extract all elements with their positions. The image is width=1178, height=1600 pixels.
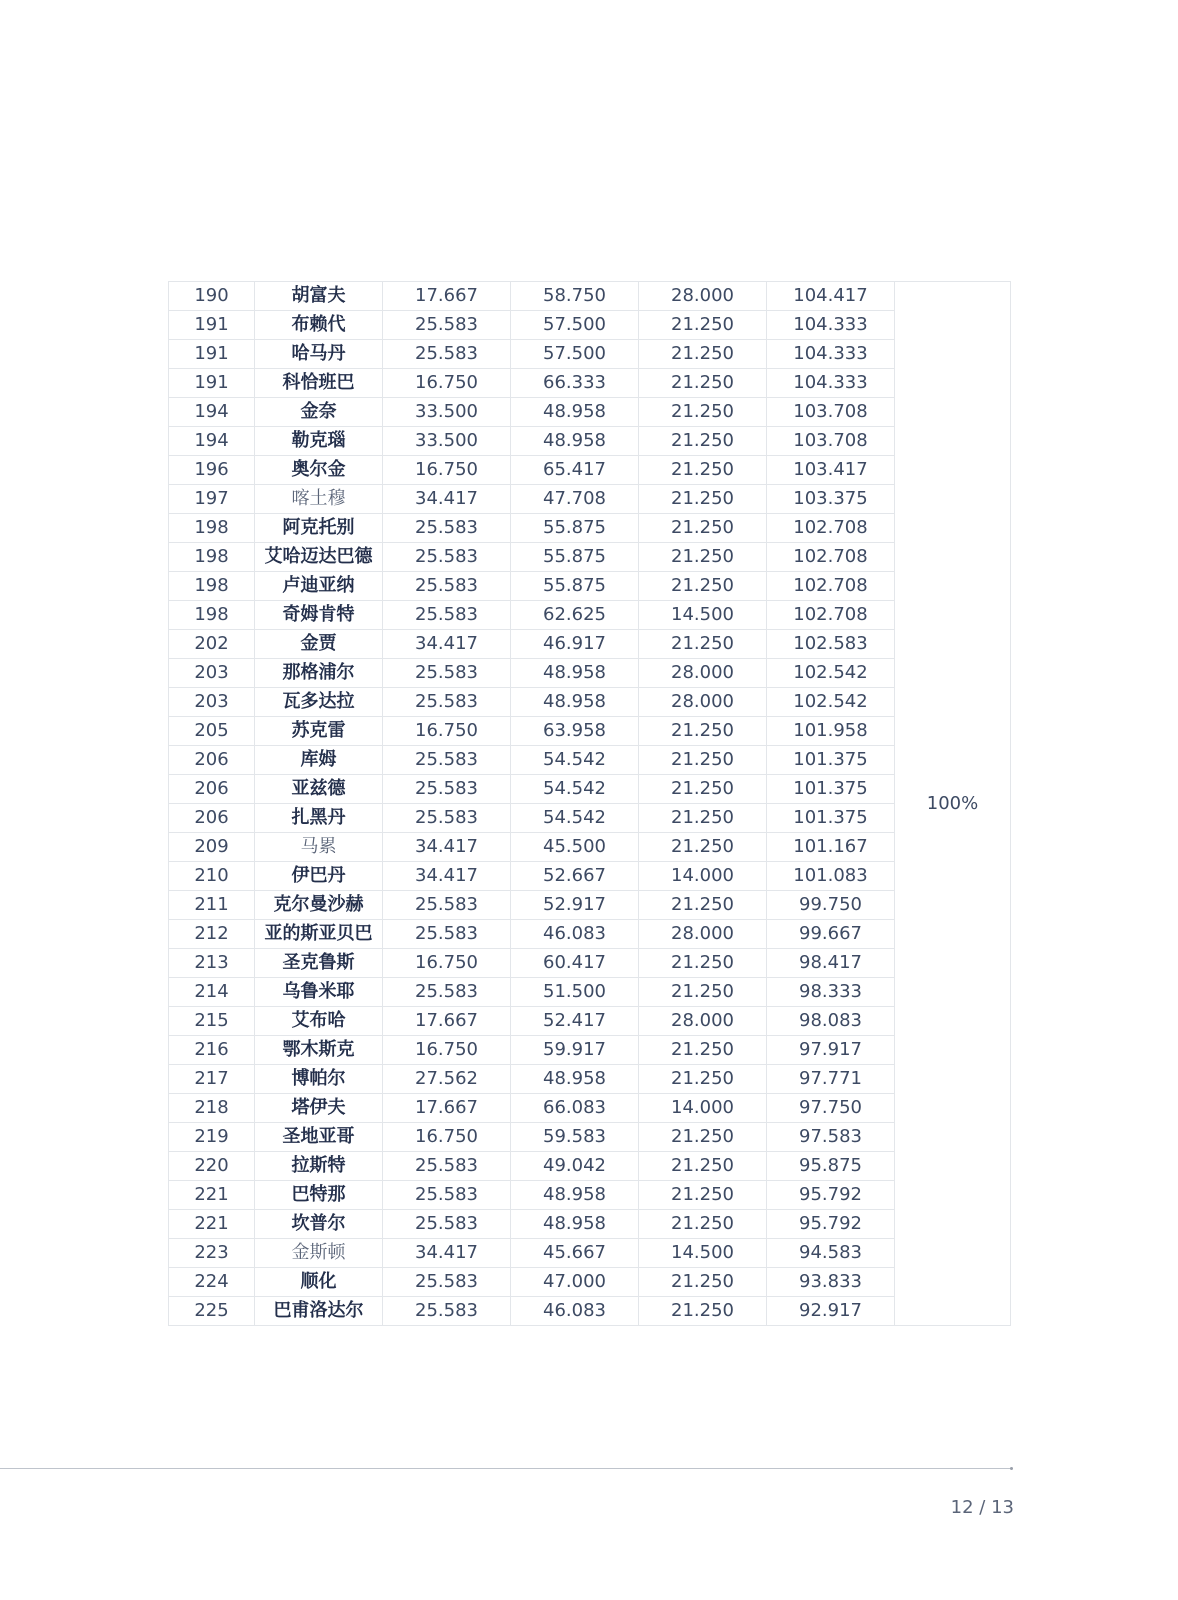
- city-name-cell: 勒克瑙: [255, 427, 383, 456]
- score-2-cell: 48.958: [511, 398, 639, 427]
- table-row: [169, 862, 1011, 891]
- score-2-cell: 46.083: [511, 920, 639, 949]
- score-1-cell: 33.500: [383, 427, 511, 456]
- score-2-cell: 55.875: [511, 514, 639, 543]
- city-name-cell: 金奈: [255, 398, 383, 427]
- city-name-cell: 圣地亚哥: [255, 1123, 383, 1152]
- score-2-cell: 48.958: [511, 1181, 639, 1210]
- city-name-cell: 奇姆肯特: [255, 601, 383, 630]
- table-row: [169, 456, 1011, 485]
- score-1-cell: 25.583: [383, 1181, 511, 1210]
- table-row: [169, 1007, 1011, 1036]
- score-3-cell: 21.250: [639, 311, 767, 340]
- table-row: [169, 601, 1011, 630]
- city-name-cell: 伊巴丹: [255, 862, 383, 891]
- score-2-cell: 55.875: [511, 543, 639, 572]
- total-score-cell: 103.417: [767, 456, 895, 485]
- score-1-cell: 34.417: [383, 630, 511, 659]
- score-3-cell: 21.250: [639, 572, 767, 601]
- city-name-cell: 奥尔金: [255, 456, 383, 485]
- score-3-cell: 28.000: [639, 920, 767, 949]
- rank-cell: 219: [169, 1123, 255, 1152]
- table-row: [169, 833, 1011, 862]
- score-2-cell: 66.333: [511, 369, 639, 398]
- score-1-cell: 17.667: [383, 282, 511, 311]
- score-2-cell: 48.958: [511, 659, 639, 688]
- score-2-cell: 52.667: [511, 862, 639, 891]
- rank-cell: 218: [169, 1094, 255, 1123]
- total-score-cell: 104.333: [767, 369, 895, 398]
- score-2-cell: 47.708: [511, 485, 639, 514]
- total-score-cell: 101.958: [767, 717, 895, 746]
- rank-cell: 210: [169, 862, 255, 891]
- total-score-cell: 99.750: [767, 891, 895, 920]
- score-2-cell: 58.750: [511, 282, 639, 311]
- city-name-cell: 喀土穆: [255, 485, 383, 514]
- total-score-cell: 95.875: [767, 1152, 895, 1181]
- table-row: [169, 630, 1011, 659]
- rank-cell: 198: [169, 572, 255, 601]
- table-row: [169, 311, 1011, 340]
- score-1-cell: 34.417: [383, 833, 511, 862]
- total-score-cell: 93.833: [767, 1268, 895, 1297]
- score-3-cell: 21.250: [639, 833, 767, 862]
- score-3-cell: 14.500: [639, 601, 767, 630]
- score-3-cell: 28.000: [639, 1007, 767, 1036]
- score-2-cell: 54.542: [511, 804, 639, 833]
- score-3-cell: 21.250: [639, 1123, 767, 1152]
- table-row: [169, 1094, 1011, 1123]
- rank-cell: 191: [169, 311, 255, 340]
- total-score-cell: 101.083: [767, 862, 895, 891]
- rank-cell: 223: [169, 1239, 255, 1268]
- total-score-cell: 104.417: [767, 282, 895, 311]
- city-name-cell: 金贾: [255, 630, 383, 659]
- score-3-cell: 21.250: [639, 514, 767, 543]
- rank-cell: 225: [169, 1297, 255, 1326]
- table-row: [169, 514, 1011, 543]
- city-name-cell: 圣克鲁斯: [255, 949, 383, 978]
- score-2-cell: 57.500: [511, 311, 639, 340]
- table-row: [169, 572, 1011, 601]
- table-row: [169, 659, 1011, 688]
- rank-cell: 202: [169, 630, 255, 659]
- city-name-cell: 亚兹德: [255, 775, 383, 804]
- score-2-cell: 46.083: [511, 1297, 639, 1326]
- score-2-cell: 60.417: [511, 949, 639, 978]
- total-score-cell: 92.917: [767, 1297, 895, 1326]
- rank-cell: 206: [169, 746, 255, 775]
- table-row: [169, 1152, 1011, 1181]
- table-row: [169, 920, 1011, 949]
- score-1-cell: 25.583: [383, 340, 511, 369]
- score-1-cell: 25.583: [383, 601, 511, 630]
- table-row: [169, 1065, 1011, 1094]
- score-1-cell: 25.583: [383, 659, 511, 688]
- rank-cell: 220: [169, 1152, 255, 1181]
- score-1-cell: 16.750: [383, 949, 511, 978]
- rank-cell: 214: [169, 978, 255, 1007]
- score-2-cell: 49.042: [511, 1152, 639, 1181]
- total-score-cell: 97.771: [767, 1065, 895, 1094]
- total-score-cell: 102.708: [767, 601, 895, 630]
- rank-cell: 213: [169, 949, 255, 978]
- score-1-cell: 25.583: [383, 978, 511, 1007]
- table-row: [169, 1268, 1011, 1297]
- score-3-cell: 21.250: [639, 398, 767, 427]
- city-name-cell: 苏克雷: [255, 717, 383, 746]
- score-3-cell: 28.000: [639, 688, 767, 717]
- score-1-cell: 34.417: [383, 862, 511, 891]
- city-name-cell: 拉斯特: [255, 1152, 383, 1181]
- table-row: [169, 398, 1011, 427]
- score-2-cell: 62.625: [511, 601, 639, 630]
- score-2-cell: 66.083: [511, 1094, 639, 1123]
- score-2-cell: 59.917: [511, 1036, 639, 1065]
- rank-cell: 203: [169, 659, 255, 688]
- city-name-cell: 巴甫洛达尔: [255, 1297, 383, 1326]
- city-name-cell: 鄂木斯克: [255, 1036, 383, 1065]
- city-name-cell: 科恰班巴: [255, 369, 383, 398]
- score-1-cell: 33.500: [383, 398, 511, 427]
- rank-cell: 205: [169, 717, 255, 746]
- score-2-cell: 47.000: [511, 1268, 639, 1297]
- score-2-cell: 57.500: [511, 340, 639, 369]
- score-1-cell: 25.583: [383, 1210, 511, 1239]
- score-2-cell: 55.875: [511, 572, 639, 601]
- score-1-cell: 25.583: [383, 311, 511, 340]
- rank-cell: 215: [169, 1007, 255, 1036]
- table-row: [169, 543, 1011, 572]
- score-3-cell: 14.000: [639, 1094, 767, 1123]
- total-score-cell: 104.333: [767, 340, 895, 369]
- score-1-cell: 17.667: [383, 1094, 511, 1123]
- score-3-cell: 14.000: [639, 862, 767, 891]
- total-score-cell: 103.708: [767, 398, 895, 427]
- score-2-cell: 48.958: [511, 1210, 639, 1239]
- city-name-cell: 瓦多达拉: [255, 688, 383, 717]
- score-3-cell: 21.250: [639, 804, 767, 833]
- score-3-cell: 21.250: [639, 949, 767, 978]
- footer-divider-end: [1010, 1467, 1013, 1470]
- merged-percent-cell: 100%: [895, 282, 1011, 1326]
- city-name-cell: 阿克托别: [255, 514, 383, 543]
- score-3-cell: 21.250: [639, 978, 767, 1007]
- total-score-cell: 98.083: [767, 1007, 895, 1036]
- table-row: [169, 340, 1011, 369]
- score-3-cell: 28.000: [639, 282, 767, 311]
- total-score-cell: 104.333: [767, 311, 895, 340]
- rank-cell: 198: [169, 543, 255, 572]
- table-row: [169, 891, 1011, 920]
- score-1-cell: 25.583: [383, 688, 511, 717]
- table-row: [169, 485, 1011, 514]
- city-name-cell: 顺化: [255, 1268, 383, 1297]
- city-name-cell: 亚的斯亚贝巴: [255, 920, 383, 949]
- city-name-cell: 卢迪亚纳: [255, 572, 383, 601]
- score-3-cell: 21.250: [639, 1181, 767, 1210]
- score-3-cell: 21.250: [639, 746, 767, 775]
- table-row: [169, 688, 1011, 717]
- table-row: [169, 282, 1011, 311]
- score-1-cell: 25.583: [383, 1268, 511, 1297]
- score-1-cell: 27.562: [383, 1065, 511, 1094]
- total-score-cell: 98.417: [767, 949, 895, 978]
- total-score-cell: 97.583: [767, 1123, 895, 1152]
- total-score-cell: 98.333: [767, 978, 895, 1007]
- city-name-cell: 艾哈迈达巴德: [255, 543, 383, 572]
- city-name-cell: 巴特那: [255, 1181, 383, 1210]
- rank-cell: 206: [169, 775, 255, 804]
- score-3-cell: 28.000: [639, 659, 767, 688]
- table-row: [169, 949, 1011, 978]
- score-1-cell: 25.583: [383, 891, 511, 920]
- total-score-cell: 99.667: [767, 920, 895, 949]
- footer-divider: [0, 1468, 1012, 1469]
- total-score-cell: 95.792: [767, 1210, 895, 1239]
- table-row: [169, 1210, 1011, 1239]
- score-3-cell: 21.250: [639, 427, 767, 456]
- score-1-cell: 16.750: [383, 1123, 511, 1152]
- score-1-cell: 16.750: [383, 1036, 511, 1065]
- rank-cell: 216: [169, 1036, 255, 1065]
- rank-cell: 221: [169, 1210, 255, 1239]
- score-1-cell: 25.583: [383, 514, 511, 543]
- score-2-cell: 48.958: [511, 427, 639, 456]
- rank-cell: 194: [169, 427, 255, 456]
- table-row: [169, 746, 1011, 775]
- total-score-cell: 102.542: [767, 659, 895, 688]
- score-3-cell: 21.250: [639, 456, 767, 485]
- rank-cell: 203: [169, 688, 255, 717]
- total-score-cell: 94.583: [767, 1239, 895, 1268]
- table-row: [169, 1036, 1011, 1065]
- score-1-cell: 17.667: [383, 1007, 511, 1036]
- city-name-cell: 克尔曼沙赫: [255, 891, 383, 920]
- score-3-cell: 14.500: [639, 1239, 767, 1268]
- city-name-cell: 博帕尔: [255, 1065, 383, 1094]
- table-row: [169, 1123, 1011, 1152]
- score-2-cell: 45.500: [511, 833, 639, 862]
- city-name-cell: 塔伊夫: [255, 1094, 383, 1123]
- score-1-cell: 16.750: [383, 369, 511, 398]
- score-2-cell: 52.417: [511, 1007, 639, 1036]
- table-body: [169, 282, 1011, 1326]
- score-3-cell: 21.250: [639, 630, 767, 659]
- table-row: [169, 717, 1011, 746]
- rank-cell: 190: [169, 282, 255, 311]
- total-score-cell: 101.375: [767, 746, 895, 775]
- score-1-cell: 25.583: [383, 920, 511, 949]
- rank-cell: 196: [169, 456, 255, 485]
- score-1-cell: 25.583: [383, 804, 511, 833]
- total-score-cell: 95.792: [767, 1181, 895, 1210]
- city-name-cell: 库姆: [255, 746, 383, 775]
- city-name-cell: 艾布哈: [255, 1007, 383, 1036]
- score-3-cell: 21.250: [639, 717, 767, 746]
- city-name-cell: 胡富夫: [255, 282, 383, 311]
- score-1-cell: 16.750: [383, 456, 511, 485]
- total-score-cell: 97.917: [767, 1036, 895, 1065]
- score-1-cell: 34.417: [383, 1239, 511, 1268]
- score-3-cell: 21.250: [639, 340, 767, 369]
- rank-cell: 209: [169, 833, 255, 862]
- rank-cell: 221: [169, 1181, 255, 1210]
- city-name-cell: 坎普尔: [255, 1210, 383, 1239]
- score-2-cell: 48.958: [511, 1065, 639, 1094]
- score-1-cell: 16.750: [383, 717, 511, 746]
- score-3-cell: 21.250: [639, 891, 767, 920]
- rank-cell: 212: [169, 920, 255, 949]
- rank-cell: 191: [169, 340, 255, 369]
- score-3-cell: 21.250: [639, 1065, 767, 1094]
- city-name-cell: 马累: [255, 833, 383, 862]
- score-3-cell: 21.250: [639, 1268, 767, 1297]
- rank-cell: 198: [169, 601, 255, 630]
- total-score-cell: 97.750: [767, 1094, 895, 1123]
- score-1-cell: 25.583: [383, 1297, 511, 1326]
- score-1-cell: 25.583: [383, 543, 511, 572]
- score-3-cell: 21.250: [639, 1210, 767, 1239]
- table-row: [169, 978, 1011, 1007]
- table-row: [169, 804, 1011, 833]
- total-score-cell: 103.375: [767, 485, 895, 514]
- total-score-cell: 102.708: [767, 572, 895, 601]
- city-name-cell: 乌鲁米耶: [255, 978, 383, 1007]
- rank-cell: 198: [169, 514, 255, 543]
- rank-cell: 206: [169, 804, 255, 833]
- rank-cell: 211: [169, 891, 255, 920]
- score-1-cell: 25.583: [383, 572, 511, 601]
- score-1-cell: 25.583: [383, 775, 511, 804]
- score-2-cell: 51.500: [511, 978, 639, 1007]
- ranking-table: [168, 281, 1011, 1326]
- score-1-cell: 25.583: [383, 1152, 511, 1181]
- score-2-cell: 54.542: [511, 775, 639, 804]
- total-score-cell: 102.583: [767, 630, 895, 659]
- score-3-cell: 21.250: [639, 1036, 767, 1065]
- score-3-cell: 21.250: [639, 1297, 767, 1326]
- table-row: [169, 1297, 1011, 1326]
- rank-cell: 194: [169, 398, 255, 427]
- total-score-cell: 101.375: [767, 804, 895, 833]
- score-2-cell: 63.958: [511, 717, 639, 746]
- table-row: [169, 1181, 1011, 1210]
- city-name-cell: 那格浦尔: [255, 659, 383, 688]
- score-3-cell: 21.250: [639, 1152, 767, 1181]
- rank-cell: 197: [169, 485, 255, 514]
- score-3-cell: 21.250: [639, 543, 767, 572]
- total-score-cell: 101.167: [767, 833, 895, 862]
- score-2-cell: 54.542: [511, 746, 639, 775]
- table-row: [169, 369, 1011, 398]
- table-row: [169, 775, 1011, 804]
- city-name-cell: 金斯顿: [255, 1239, 383, 1268]
- score-3-cell: 21.250: [639, 775, 767, 804]
- score-2-cell: 65.417: [511, 456, 639, 485]
- table-row: [169, 427, 1011, 456]
- score-2-cell: 46.917: [511, 630, 639, 659]
- score-2-cell: 45.667: [511, 1239, 639, 1268]
- city-name-cell: 哈马丹: [255, 340, 383, 369]
- score-1-cell: 34.417: [383, 485, 511, 514]
- score-1-cell: 25.583: [383, 746, 511, 775]
- rank-cell: 224: [169, 1268, 255, 1297]
- total-score-cell: 103.708: [767, 427, 895, 456]
- score-3-cell: 21.250: [639, 369, 767, 398]
- table-row: [169, 1239, 1011, 1268]
- score-2-cell: 52.917: [511, 891, 639, 920]
- score-2-cell: 59.583: [511, 1123, 639, 1152]
- score-3-cell: 21.250: [639, 485, 767, 514]
- total-score-cell: 101.375: [767, 775, 895, 804]
- total-score-cell: 102.708: [767, 543, 895, 572]
- city-name-cell: 布赖代: [255, 311, 383, 340]
- total-score-cell: 102.708: [767, 514, 895, 543]
- page-number: 12 / 13: [950, 1497, 1014, 1518]
- rank-cell: 217: [169, 1065, 255, 1094]
- total-score-cell: 102.542: [767, 688, 895, 717]
- rank-cell: 191: [169, 369, 255, 398]
- score-2-cell: 48.958: [511, 688, 639, 717]
- city-name-cell: 扎黑丹: [255, 804, 383, 833]
